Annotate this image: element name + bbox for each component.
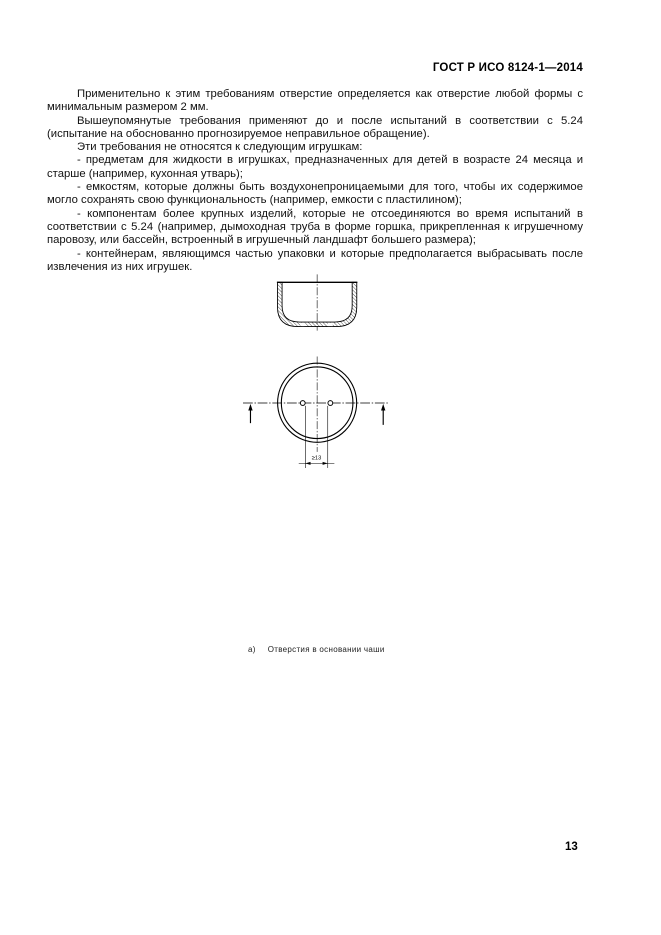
cup-section-view	[277, 274, 357, 330]
list-item: - компонентам более крупных изделий, которые не отсоединяются во время испытаний в соответствии с 5.24 (например, дымоходная труба в форме горшка, прикрепленная к игрушечному паровозу, или бассейн, встроенный в игрушечный ландшафт большего размера);	[47, 207, 583, 247]
body-text	[47, 88, 583, 274]
figure-drawing	[170, 268, 470, 630]
base-hole-left	[300, 401, 305, 406]
paragraph: Вышеупомянутые требования применяют до и после испытаний в соответствии с 5.24 (испытание на обоснованно прогнозируемое неправильное обращение).	[47, 114, 583, 140]
list-item: - емкостям, которые должны быть воздухонепроницаемыми для того, чтобы их содержимое могло сохранять свою функциональность (например, емкости с пластилином);	[47, 181, 583, 207]
figure-caption-text: Отверстия в основании чаши	[267, 645, 385, 654]
cup-top-view	[243, 356, 389, 467]
paragraph: Эти требования не относятся к следующим игрушкам:	[77, 141, 363, 154]
page-header: ГОСТ Р ИСО 8124-1—2014	[432, 62, 583, 74]
figure-caption	[248, 645, 385, 654]
base-hole-gap-right	[328, 323, 333, 326]
dimension-arrow-right	[323, 462, 328, 465]
view-direction-arrow-left	[248, 404, 252, 423]
view-direction-arrow-right	[381, 404, 385, 425]
list-item: - предметам для жидкости в игрушках, предназначенных для детей в возрасте 24 месяца и старше (например, кухонная утварь);	[47, 154, 583, 180]
page-number: 13	[565, 841, 578, 853]
base-hole-right	[328, 401, 333, 406]
figure-caption-label: а)	[248, 645, 256, 654]
list-item: - контейнерам, являющимся частью упаковки и которые предполагается выбрасывать после извлечения из них игрушек.	[47, 247, 583, 273]
base-hole-gap-left	[300, 323, 305, 326]
paragraph: Применительно к этим требованиям отверстие определяется как отверстие любой формы с минимальным размером 2 мм.	[47, 88, 583, 114]
dimension-label: ≥13	[311, 455, 322, 462]
dimension-arrow-left	[305, 462, 310, 465]
